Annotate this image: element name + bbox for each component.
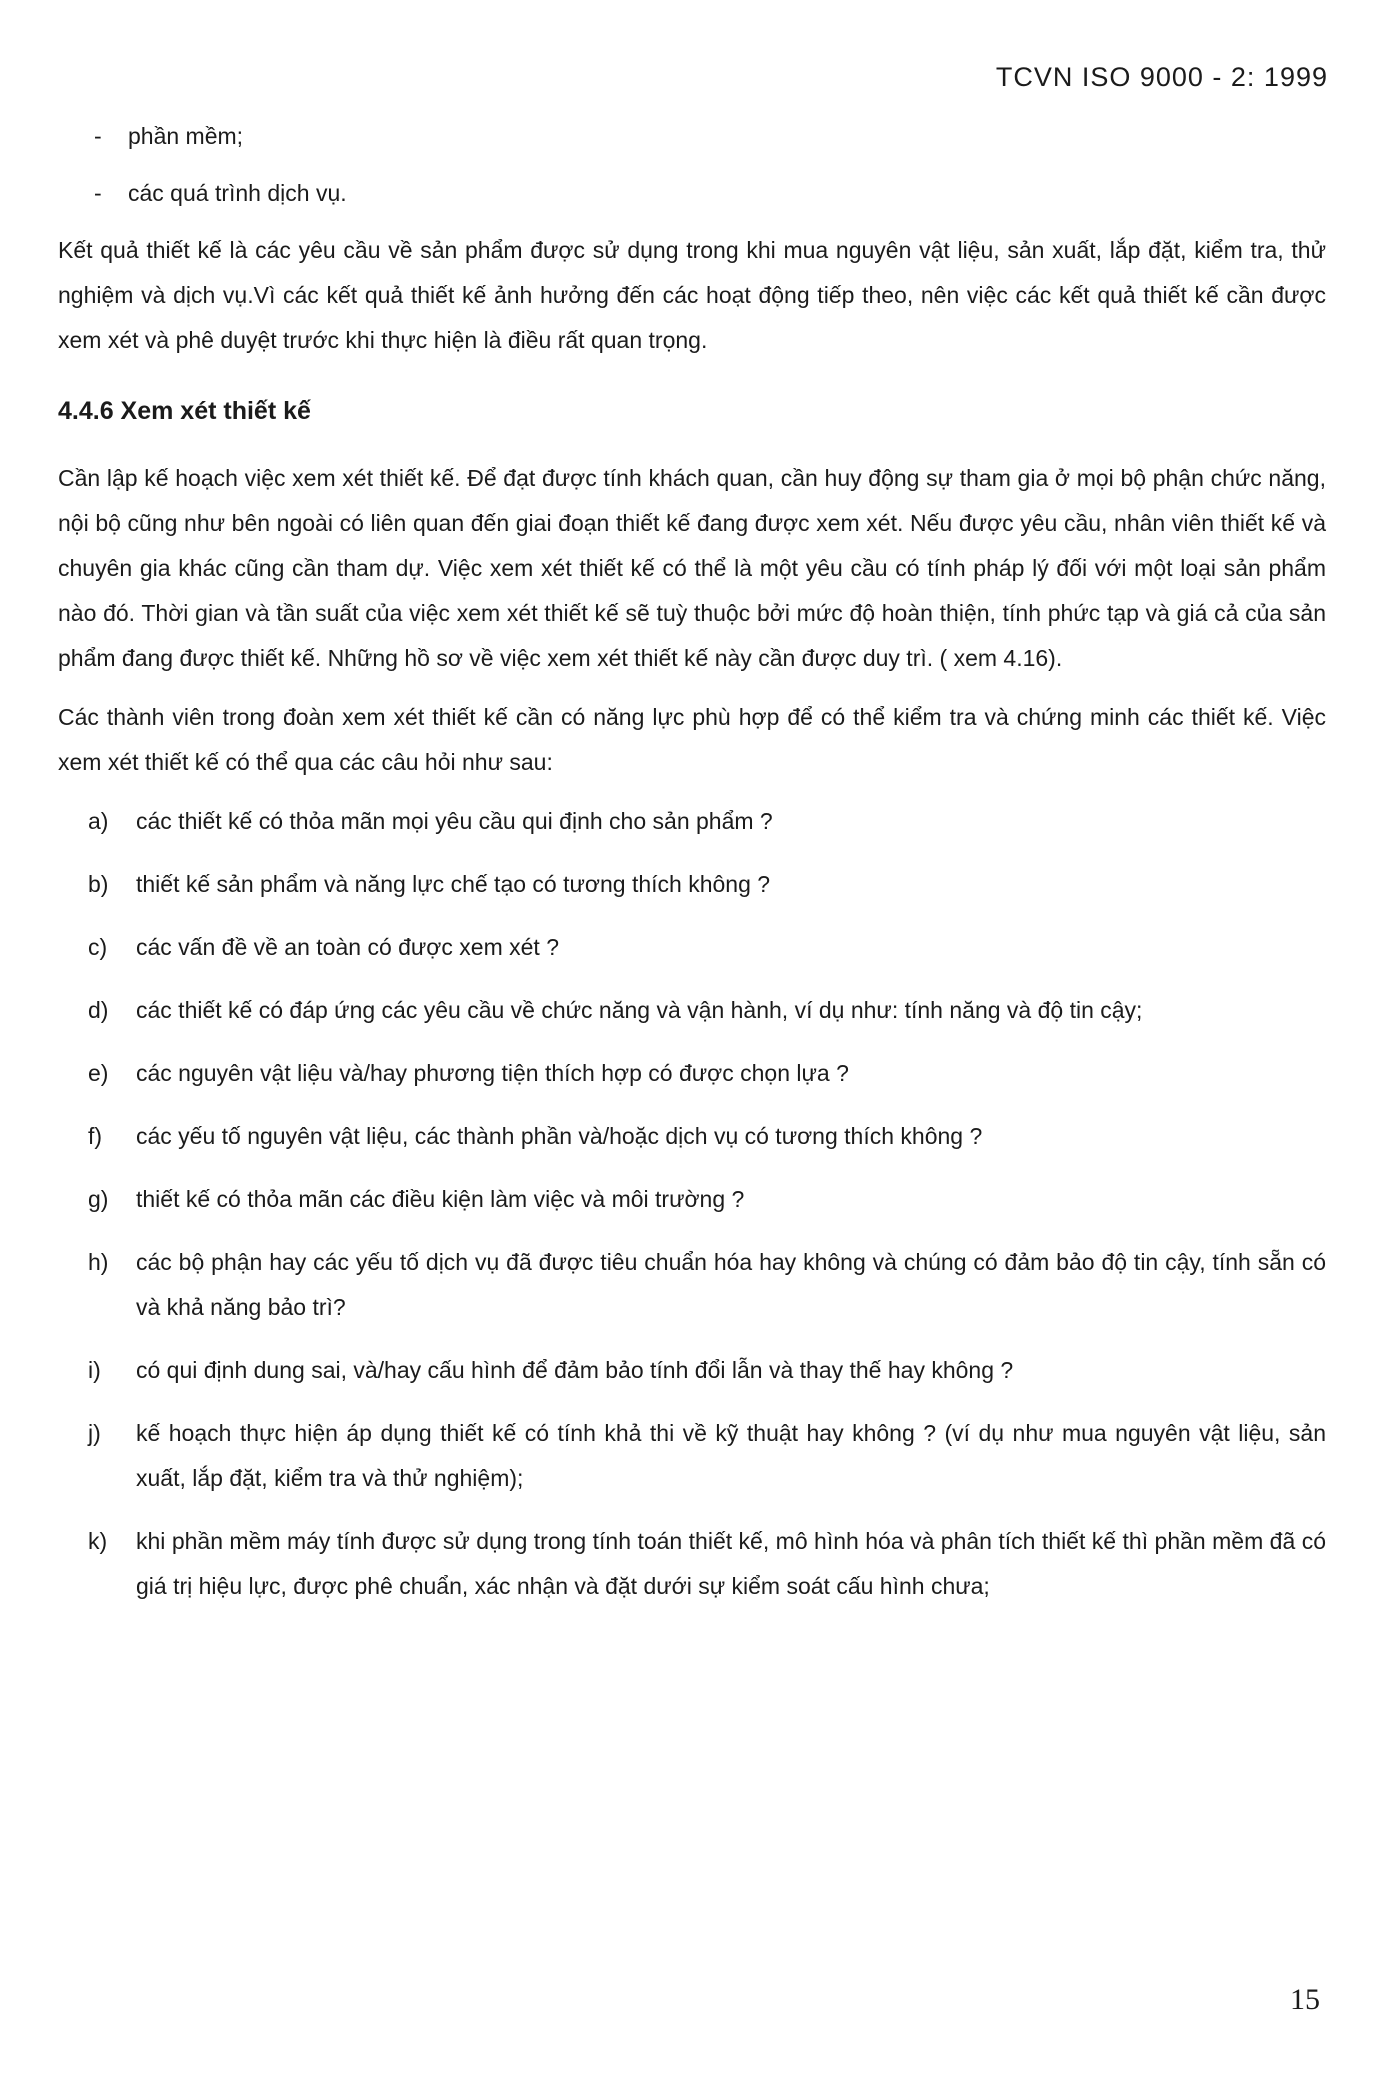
question-text: các thiết kế có thỏa mãn mọi yêu cầu qui định cho sản phẩm ? [136, 808, 773, 834]
question-item [58, 925, 1326, 970]
question-text: thiết kế sản phẩm và năng lực chế tạo có tương thích không ? [136, 871, 771, 897]
page-content [58, 114, 1326, 1627]
question-marker: h) [88, 1249, 109, 1275]
question-marker: i) [88, 1357, 101, 1383]
question-item [58, 1411, 1326, 1501]
question-text: thiết kế có thỏa mãn các điều kiện làm việc và môi trường ? [136, 1186, 745, 1212]
paragraph-review-plan: Cần lập kế hoạch việc xem xét thiết kế. Để đạt được tính khách quan, cần huy động sự tham gia ở mọi bộ phận chức năng, nội bộ cũng như bên ngoài có liên quan đến giai đoạn thiết kế đang được xem xét. Nếu được yêu cầu, nhân viên thiết kế và chuyên gia khác cũng cần tham dự. Việc xem xét thiết kế có thể là một yêu cầu có tính pháp lý đối với một loại sản phẩm nào đó. Thời gian và tần suất của việc xem xét thiết kế sẽ tuỳ thuộc bởi mức độ hoàn thiện, tính phức tạp và giá cả của sản phẩm đang được thiết kế. Những hồ sơ về việc xem xét thiết kế này cần được duy trì. ( xem 4.16). [58, 465, 1326, 671]
dash-bullet: - [94, 123, 102, 149]
question-marker: f) [88, 1123, 103, 1149]
question-text: các nguyên vật liệu và/hay phương tiện thích hợp có được chọn lựa ? [136, 1060, 849, 1086]
question-item [58, 799, 1326, 844]
question-marker: d) [88, 997, 109, 1023]
question-text: các vấn đề về an toàn có được xem xét ? [136, 934, 559, 960]
question-item [58, 1114, 1326, 1159]
intro-list-item [58, 114, 1326, 159]
question-marker: a) [88, 808, 109, 834]
section-heading: 4.4.6 Xem xét thiết kế [58, 397, 311, 425]
question-item [58, 988, 1326, 1033]
dash-bullet: - [94, 180, 102, 206]
paragraph-review-team: Các thành viên trong đoàn xem xét thiết kế cần có năng lực phù hợp để có thể kiểm tra và chứng minh các thiết kế. Việc xem xét thiết kế có thể qua các câu hỏi như sau: [58, 704, 1326, 775]
question-item [58, 1240, 1326, 1330]
question-marker: g) [88, 1186, 109, 1212]
question-text: có qui định dung sai, và/hay cấu hình để đảm bảo tính đổi lẫn và thay thế hay không ? [136, 1357, 1014, 1383]
question-text: các bộ phận hay các yếu tố dịch vụ đã được tiêu chuẩn hóa hay không và chúng có đảm bảo độ tin cậy, tính sẵn có và khả năng bảo trì? [136, 1249, 1326, 1320]
question-text: kế hoạch thực hiện áp dụng thiết kế có tính khả thi về kỹ thuật hay không ? (ví dụ như mua nguyên vật liệu, sản xuất, lắp đặt, kiểm tra và thử nghiệm); [136, 1420, 1326, 1491]
page-number: 15 [1290, 1983, 1320, 2016]
question-marker: j) [88, 1420, 101, 1446]
intro-item-text: các quá trình dịch vụ. [128, 180, 347, 206]
question-list [58, 799, 1326, 1609]
question-text: khi phần mềm máy tính được sử dụng trong tính toán thiết kế, mô hình hóa và phân tích thiết kế thì phần mềm đã có giá trị hiệu lực, được phê chuẩn, xác nhận và đặt dưới sự kiểm soát cấu hình chưa; [136, 1528, 1326, 1599]
paragraph-design-output: Kết quả thiết kế là các yêu cầu về sản phẩm được sử dụng trong khi mua nguyên vật liệu, sản xuất, lắp đặt, kiểm tra, thử nghiệm và dịch vụ.Vì các kết quả thiết kế ảnh hưởng đến các hoạt động tiếp theo, nên việc các kết quả thiết kế cần được xem xét và phê duyệt trước khi thực hiện là điều rất quan trọng. [58, 237, 1326, 353]
intro-list-item [58, 171, 1326, 216]
question-marker: k) [88, 1528, 108, 1554]
question-text: các yếu tố nguyên vật liệu, các thành phần và/hoặc dịch vụ có tương thích không ? [136, 1123, 983, 1149]
question-text: các thiết kế có đáp ứng các yêu cầu về chức năng và vận hành, ví dụ như: tính năng và độ tin cậy; [136, 997, 1143, 1023]
question-item [58, 1051, 1326, 1096]
question-item [58, 1519, 1326, 1609]
page-header-standard-code: TCVN ISO 9000 - 2: 1999 [995, 62, 1328, 92]
question-item [58, 1348, 1326, 1393]
question-item [58, 1177, 1326, 1222]
intro-item-text: phần mềm; [128, 123, 244, 149]
question-marker: e) [88, 1060, 109, 1086]
question-marker: b) [88, 871, 109, 897]
question-item [58, 862, 1326, 907]
question-marker: c) [88, 934, 108, 960]
